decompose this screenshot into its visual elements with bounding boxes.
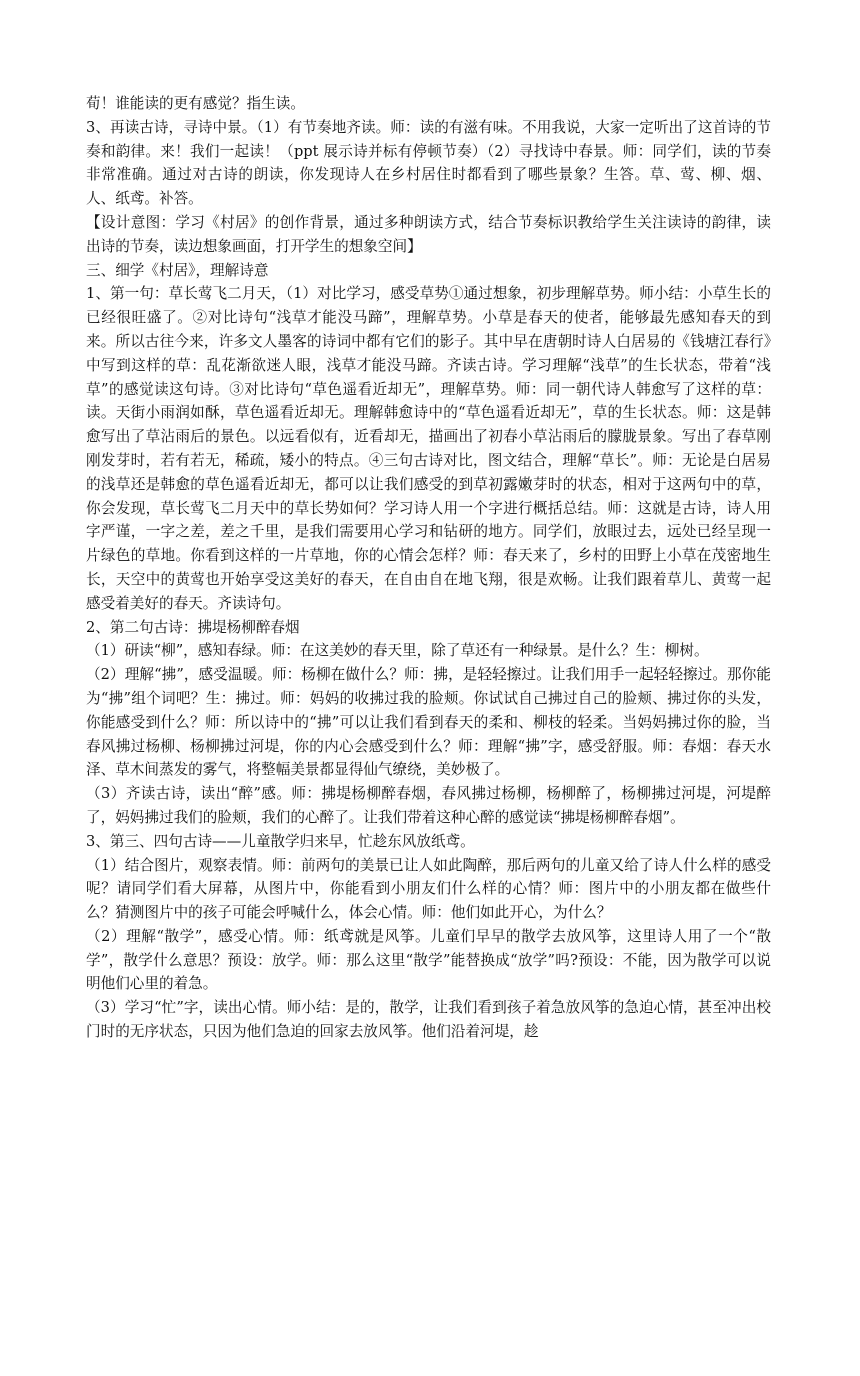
paragraph-design-intent: 【设计意图：学习《村居》的创作背景，通过多种朗读方式，结合节奏标识教给学生关注读诗的韵律，读出诗的节奏，读边想象画面，打开学生的想象空间】	[86, 213, 771, 255]
section-heading-study-poem: 三、细学《村居》，理解诗意	[86, 261, 269, 279]
paragraph-willow: （1）研读“柳”，感知春绿。师：在这美妙的春天里，除了草还有一种绿景。是什么？生：柳树。	[86, 642, 709, 660]
subheading-second-line: 2、第二句古诗：拂堤杨柳醉春烟	[86, 618, 300, 636]
paragraph-first-line: 1、第一句：草长莺飞二月天，（1）对比学习，感受草势①通过想象，初步理解草势。师小结：小草生长的已经很旺盛了。②对比诗句“浅草才能没马蹄”，理解草势。小草是春天的使者，能够最先感知春天的到来。所以古往今来，许多文人墨客的诗词中都有它们的影子。其中早在唐朝时诗人白居易的《钱塘江春行》中写到这样的草：乱花渐欲迷人眼，浅草才能没马蹄。齐读古诗。学习理解“浅草”的生长状态，带着“浅草”的感觉读这句诗。③对比诗句“草色遥看近却无”，理解草势。师：同一朝代诗人韩愈写了这样的草：读。天街小雨润如酥，草色遥看近却无。理解韩愈诗中的“草色遥看近却无”，草的生长状态。师：这是韩愈写出了草沾雨后的景色。以远看似有，近看却无，描画出了初春小草沾雨后的朦胧景象。写出了春草刚刚发芽时，若有若无，稀疏，矮小的特点。④三句古诗对比，图文结合，理解“草长”。师：无论是白居易的浅草还是韩愈的草色遥看近却无，都可以让我们感受的到草初露嫩芽时的状态，相对于这两句中的草，你会发现，草长莺飞二月天中的草长势如何？学习诗人用一个字进行概括总结。师：这就是古诗，诗人用字严谨，一字之差，差之千里，是我们需要用心学习和钻研的地方。同学们，放眼过去，远处已经呈现一片绿色的草地。你看到这样的一片草地，你的心情会怎样？师：春天来了，乡村的田野上小草在茂密地生长，天空中的黄莺也开始享受这美好的春天，在自由自在地飞翔，很是欢畅。让我们跟着草儿、黄莺一起感受着美好的春天。齐读诗句。	[86, 285, 771, 612]
paragraph-continuation: 荀！谁能读的更有感觉？指生读。	[86, 95, 305, 112]
paragraph-reread-poem: 3、再读古诗，寻诗中景。（1）有节奏地齐读。师：读的有滋有味。不用我说，大家一定听出了这首诗的节奏和韵律。来！我们一起读！（ppt 展示诗并标有停顿节奏）（2）寻找诗中春景。师：同学们，读的节奏非常准确。通过对古诗的朗读，你发现诗人在乡村居住时都看到了哪些景象？生答。草、莺、柳、烟、人、纸鸢。补答。	[86, 118, 771, 208]
document-page	[86, 92, 771, 1044]
paragraph-picture-observe: （1）结合图片，观察表情。师：前两句的美景已让人如此陶醉，那后两句的儿童又给了诗人什么样的感受呢？请同学们看大屏幕，从图片中，你能看到小朋友们什么样的心情？师：图片中的小朋友都在做些什么？猜测图片中的孩子可能会呼喊什么，体会心情。师：他们如此开心，为什么？	[86, 856, 771, 922]
paragraph-mang: （3）学习“忙”字，读出心情。师小结：是的，散学，让我们看到孩子着急放风筝的急迫心情，甚至冲出校门时的无序状态，只因为他们急迫的回家去放风筝。他们沿着河堤，趁	[86, 999, 771, 1041]
paragraph-sanxue: （2）理解“散学”，感受心情。师：纸鸢就是风筝。儿童们早早的散学去放风筝，这里诗人用了一个“散学”，散学什么意思？预设：放学。师：那么这里“散学”能替换成“放学”吗?预设：不能，因为散学可以说明他们心里的着急。	[86, 927, 771, 993]
subheading-third-fourth-lines: 3、第三、四句古诗——儿童散学归来早，忙趁东风放纸鸢。	[86, 832, 475, 850]
paragraph-zui: （3）齐读古诗，读出“醉”感。师：拂堤杨柳醉春烟，春风拂过杨柳，杨柳醉了，杨柳拂过河堤，河堤醉了，妈妈拂过我们的脸颊，我们的心醉了。让我们带着这种心醉的感觉读“拂堤杨柳醉春烟”。	[86, 785, 771, 826]
paragraph-fu: （2）理解“拂”，感受温暖。师：杨柳在做什么？师：拂，是轻轻擦过。让我们用手一起轻轻擦过。那你能为“拂”组个词吧？生：拂过。师：妈妈的收拂过我的脸颊。你试试自己拂过自己的脸颊、拂过你的头发，你能感受到什么？师：所以诗中的“拂”可以让我们看到春天的柔和、柳枝的轻柔。当妈妈拂过你的脸，当春风拂过杨柳、杨柳拂过河堤，你的内心会感受到什么？师：理解“拂”字，感受舒服。师：春烟：春天水泽、草木间蒸发的雾气，将整幅美景都显得仙气缭绕，美妙极了。	[86, 666, 771, 779]
